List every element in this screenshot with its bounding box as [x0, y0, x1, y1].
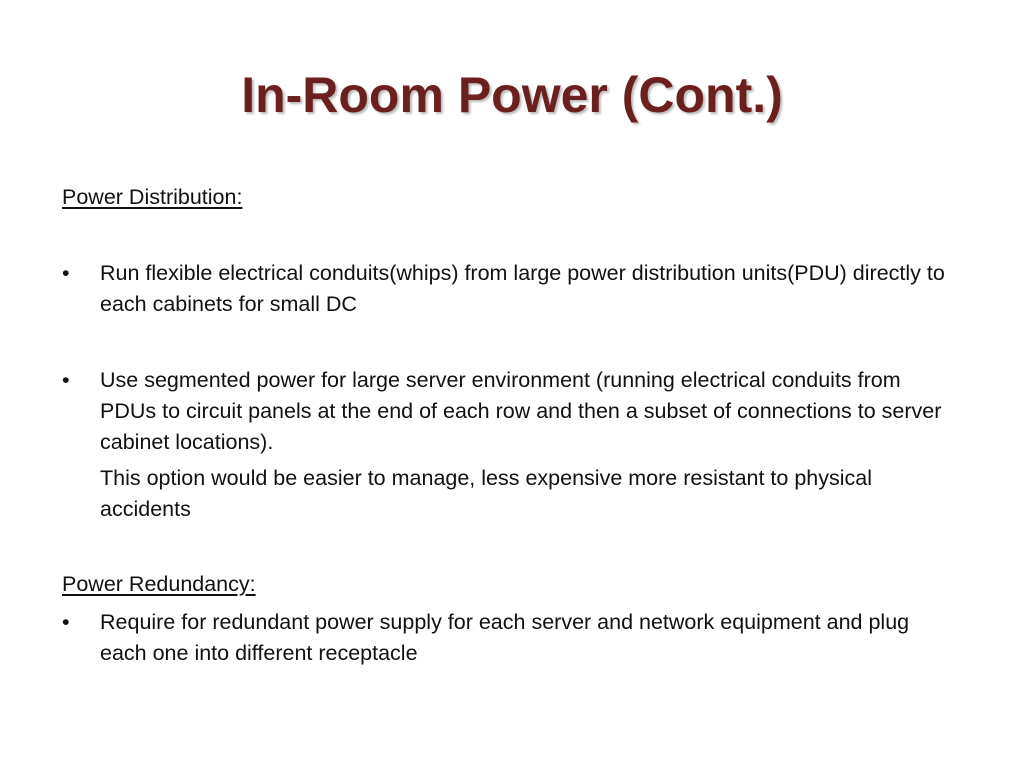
bullet-text: Run flexible electrical conduits(whips) from large power distribution units(PDU) directly to each cabinets for small DC [100, 261, 945, 316]
section-heading-power-distribution: Power Distribution: [62, 185, 243, 209]
bullet-marker: • [62, 610, 70, 634]
bullet-marker: • [62, 368, 70, 392]
bullet-text: Require for redundant power supply for each server and network equipment and plug each one into different receptacle [100, 610, 910, 665]
bullet-text: Use segmented power for large server environment (running electrical conduits from PDUs to circuit panels at the end of each row and then a subset of connections to server cabinet locations). [100, 368, 942, 454]
section-heading-power-redundancy: Power Redundancy: [62, 572, 256, 596]
bullet-continuation-text: This option would be easier to manage, less expensive more resistant to physical accidents [100, 466, 873, 521]
bullet-marker: • [62, 261, 70, 285]
slide-title: In-Room Power (Cont.) [241, 67, 783, 123]
